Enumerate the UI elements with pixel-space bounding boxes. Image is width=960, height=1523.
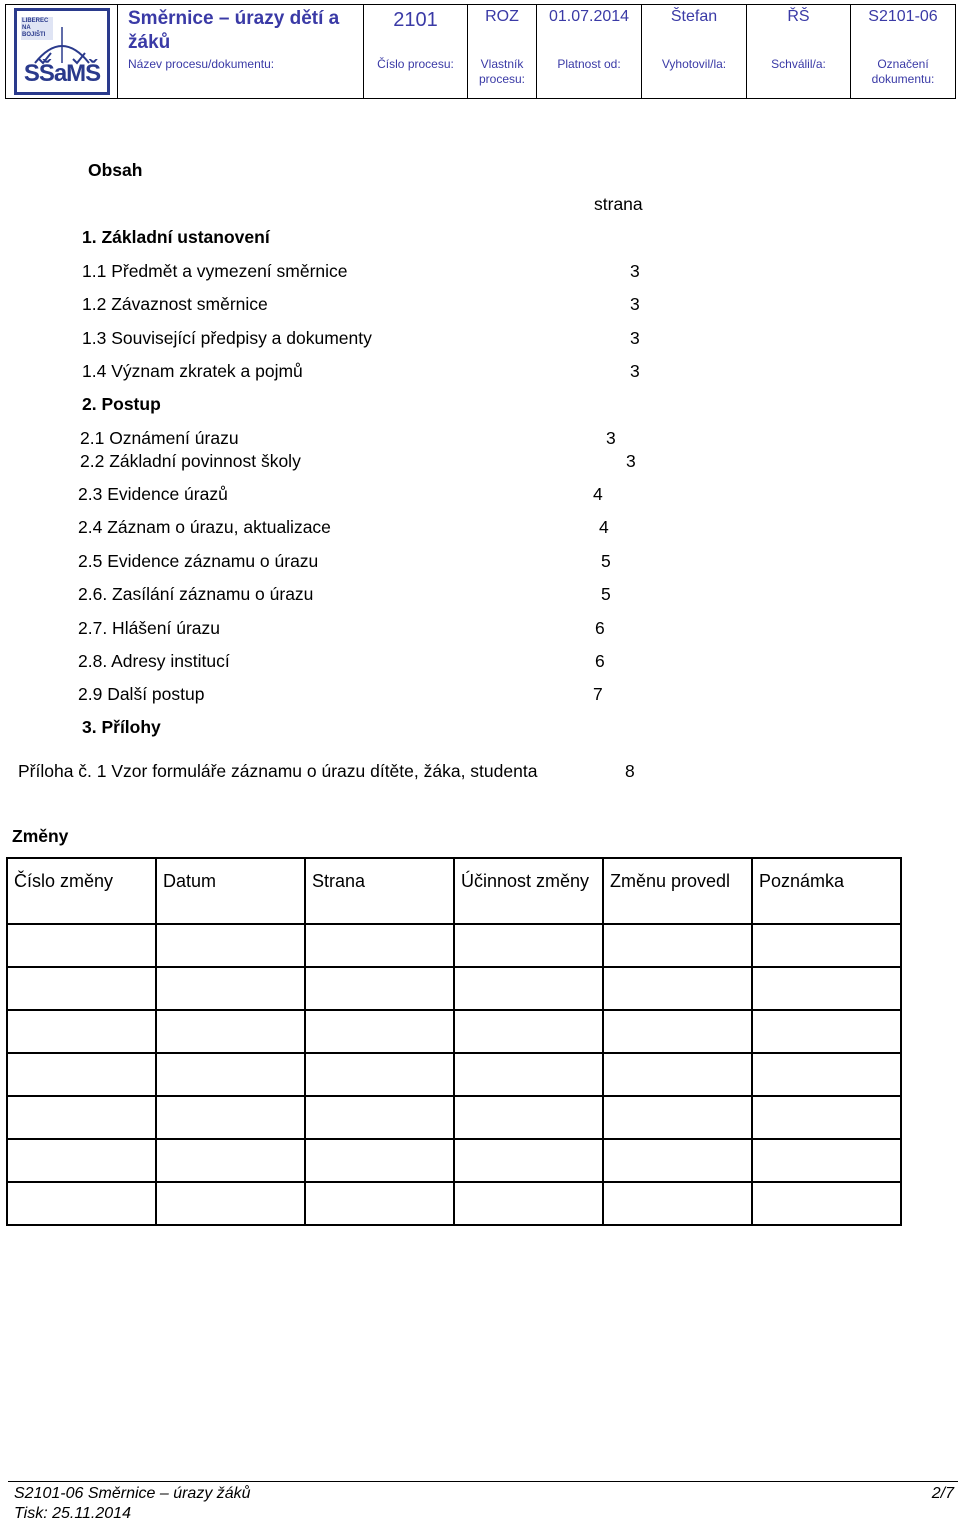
toc-heading: Obsah: [88, 160, 143, 180]
table-cell: [305, 1139, 454, 1182]
column-header: Změnu provedl: [603, 858, 752, 924]
table-cell: [305, 1096, 454, 1139]
toc-item: 2.7. Hlášení úrazu: [78, 618, 221, 638]
toc-item-page: 3: [630, 294, 640, 314]
changes-heading: Změny: [12, 826, 69, 846]
table-cell: [603, 1053, 752, 1096]
table-cell: [156, 1053, 305, 1096]
table-cell: [156, 1182, 305, 1225]
valid-from-label: Platnost od:: [557, 57, 621, 71]
toc-item-page: 5: [601, 551, 611, 571]
process-number-label: Číslo procesu:: [377, 57, 454, 71]
table-cell: [156, 924, 305, 967]
toc-item-page: 6: [595, 651, 605, 671]
toc-item-page: 3: [626, 451, 636, 471]
table-cell: [454, 1182, 603, 1225]
table-row: [7, 1010, 901, 1053]
table-cell: [603, 924, 752, 967]
changes-table: [6, 857, 902, 1226]
table-row: [7, 1182, 901, 1225]
table-row: [7, 924, 901, 967]
table-cell: [603, 1010, 752, 1053]
valid-from-value: 01.07.2014: [548, 8, 630, 25]
owner-value: ROZ: [485, 8, 519, 25]
table-cell: [752, 1139, 901, 1182]
created-by-value: Štefan: [670, 8, 718, 25]
title-label: Název procesu/dokumentu:: [128, 57, 275, 71]
logo-big-text: SŠaMŠ: [23, 60, 101, 87]
toc-item: 2.5 Evidence záznamu o úrazu: [78, 551, 319, 571]
doc-id-value: S2101-06: [868, 8, 938, 25]
table-cell: [752, 1010, 901, 1053]
table-header-row: [7, 858, 901, 924]
toc-item: 2.3 Evidence úrazů: [78, 484, 228, 504]
toc-item: 2.4 Záznam o úrazu, aktualizace: [78, 517, 331, 537]
table-cell: [7, 967, 156, 1010]
table-cell: [305, 924, 454, 967]
toc-item-page: 3: [630, 361, 640, 381]
toc-item: 2.6. Zasílání záznamu o úrazu: [78, 584, 314, 604]
toc-item-page: 3: [606, 428, 616, 448]
column-header: Strana: [305, 858, 454, 924]
table-cell: [305, 1010, 454, 1053]
table-cell: [752, 924, 901, 967]
toc-item: 1.2 Závaznost směrnice: [82, 294, 268, 314]
table-cell: [156, 967, 305, 1010]
toc-item: 2.8. Adresy institucí: [78, 651, 230, 671]
footer-document-name: S2101-06 Směrnice – úrazy žáků: [14, 1485, 251, 1502]
toc-item: 1.1 Předmět a vymezení směrnice: [82, 261, 348, 281]
table-cell: [7, 1139, 156, 1182]
valid-from-cell: [537, 5, 642, 98]
created-by-label: Vyhotovil/la:: [661, 57, 727, 71]
toc-item: 3. Přílohy: [82, 717, 161, 737]
toc-item: Příloha č. 1 Vzor formuláře záznamu o úrazu dítěte, žáka, studenta: [18, 761, 538, 781]
table-cell: [7, 924, 156, 967]
table-cell: [454, 924, 603, 967]
title-cell: [118, 5, 364, 98]
school-logo: [14, 8, 110, 95]
doc-id-label: Označení dokumentu:: [871, 57, 935, 86]
footer-divider: [8, 1481, 958, 1482]
table-cell: [752, 1053, 901, 1096]
table-cell: [454, 1010, 603, 1053]
church-icon: [17, 25, 107, 65]
table-cell: [305, 967, 454, 1010]
table-cell: [454, 1096, 603, 1139]
toc-item: 2.1 Oznámení úrazu: [80, 428, 239, 448]
table-cell: [454, 1053, 603, 1096]
toc-item: 1. Základní ustanovení: [82, 227, 270, 247]
approved-by-value: ŘŠ: [787, 8, 810, 25]
table-cell: [603, 1096, 752, 1139]
column-header: Poznámka: [752, 858, 901, 924]
table-cell: [156, 1010, 305, 1053]
table-cell: [752, 1182, 901, 1225]
toc-item-page: 3: [630, 261, 640, 281]
table-cell: [7, 1096, 156, 1139]
table-cell: [752, 967, 901, 1010]
column-header: Číslo změny: [7, 858, 156, 924]
toc-page-column-label: strana: [594, 194, 643, 214]
doc-id-cell: [851, 5, 955, 98]
column-header: Datum: [156, 858, 305, 924]
table-cell: [7, 1182, 156, 1225]
toc-item: 1.4 Význam zkratek a pojmů: [82, 361, 303, 381]
table-cell: [305, 1182, 454, 1225]
table-cell: [7, 1053, 156, 1096]
toc-item-page: 7: [593, 684, 603, 704]
approved-by-label: Schválil/a:: [771, 57, 826, 71]
table-cell: [454, 967, 603, 1010]
toc-item: 2. Postup: [82, 394, 161, 414]
toc-item-page: 8: [625, 761, 635, 781]
table-cell: [454, 1139, 603, 1182]
table-cell: [156, 1139, 305, 1182]
document-title: Směrnice – úrazy dětí a žáků: [128, 8, 340, 53]
toc-item: 2.9 Další postup: [78, 684, 205, 704]
table-row: [7, 1053, 901, 1096]
table-row: [7, 1139, 901, 1182]
logo-cell: [6, 5, 118, 98]
toc-item: 2.2 Základní povinnost školy: [80, 451, 301, 471]
approved-by-cell: [747, 5, 851, 98]
table-cell: [603, 1182, 752, 1225]
toc-item-page: 3: [630, 328, 640, 348]
table-cell: [752, 1096, 901, 1139]
toc-item-page: 4: [593, 484, 603, 504]
footer-page-number: 2/7: [931, 1485, 954, 1502]
column-header: Účinnost změny: [454, 858, 603, 924]
toc-item-page: 4: [599, 517, 609, 537]
document-header: [5, 4, 956, 99]
toc-item-page: 6: [595, 618, 605, 638]
toc-item: 1.3 Související předpisy a dokumenty: [82, 328, 372, 348]
table-cell: [603, 967, 752, 1010]
created-by-cell: [642, 5, 747, 98]
table-row: [7, 1096, 901, 1139]
table-cell: [603, 1139, 752, 1182]
table-cell: [156, 1096, 305, 1139]
process-number: 2101: [393, 9, 438, 31]
table-row: [7, 967, 901, 1010]
table-cell: [305, 1053, 454, 1096]
logo-small-text: LIBEREC NA BOJIŠTI: [21, 17, 53, 40]
owner-cell: [468, 5, 537, 98]
footer-print-date: Tisk: 25.11.2014: [14, 1505, 131, 1522]
process-number-cell: [364, 5, 468, 98]
toc-item-page: 5: [601, 584, 611, 604]
table-cell: [7, 1010, 156, 1053]
owner-label: Vlastník procesu:: [478, 57, 526, 86]
